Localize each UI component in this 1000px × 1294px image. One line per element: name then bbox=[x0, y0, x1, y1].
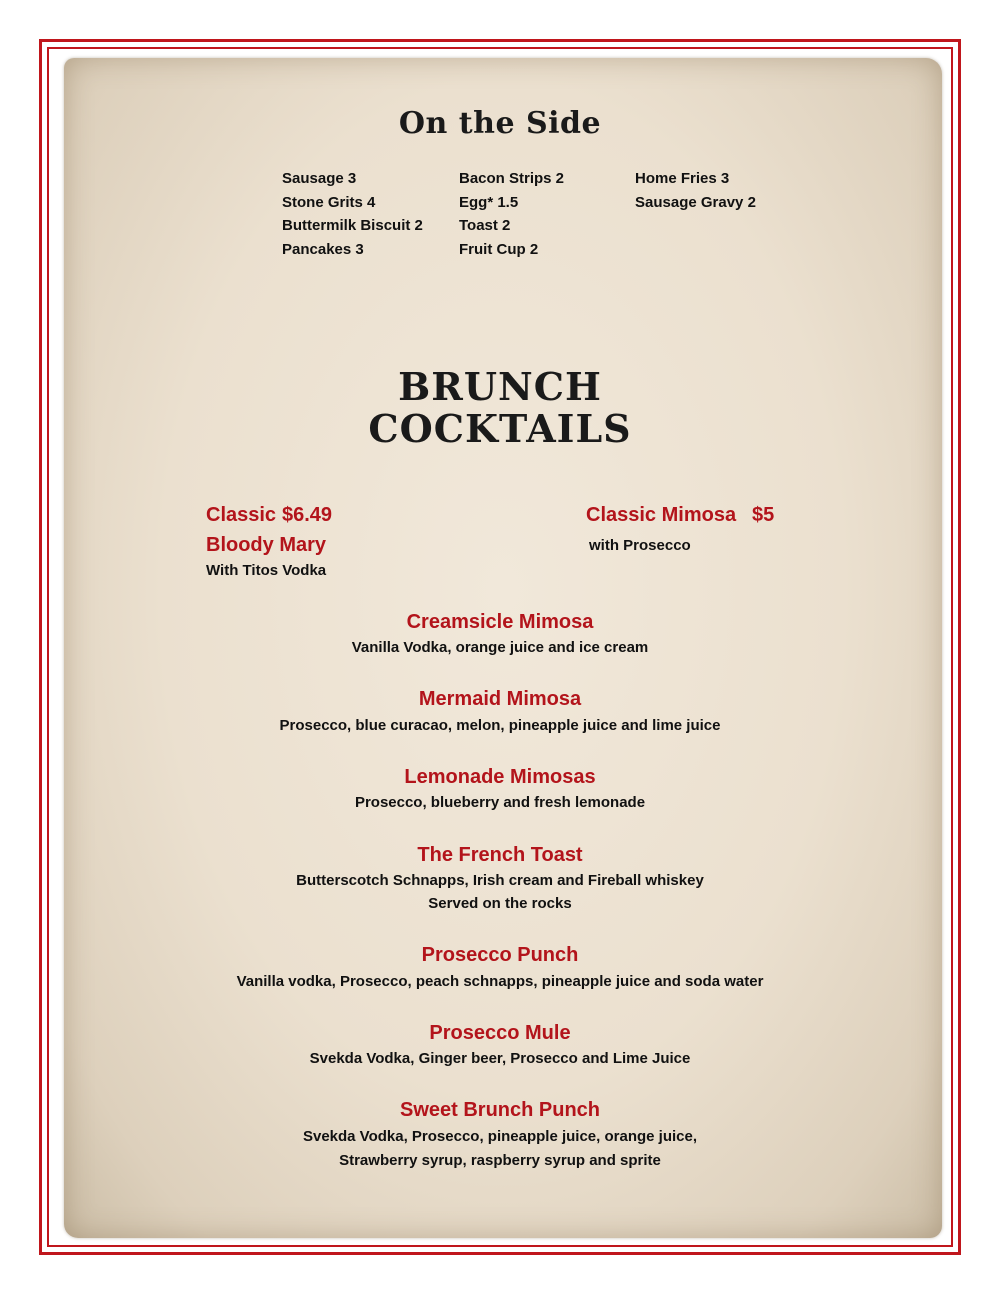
sides-title: On the Side bbox=[398, 106, 602, 141]
cocktail-name: Prosecco Mule bbox=[429, 1022, 571, 1044]
cocktail-desc: Svekda Vodka, Prosecco, pineapple juice, orange juice, bbox=[302, 1128, 698, 1145]
cocktail-name: Creamsicle Mimosa bbox=[406, 611, 594, 633]
cocktail-desc: Butterscotch Schnapps, Irish cream and Fireball whiskey bbox=[296, 872, 704, 889]
classic-mimosa-desc: with Prosecco bbox=[589, 537, 691, 554]
cocktail-name: Mermaid Mimosa bbox=[418, 688, 582, 710]
side-item: Bacon Strips 2 bbox=[459, 170, 565, 187]
cocktail-name: The French Toast bbox=[417, 844, 583, 866]
side-item: Stone Grits 4 bbox=[282, 194, 376, 211]
cocktail-desc: Svekda Vodka, Ginger beer, Prosecco and Lime Juice bbox=[309, 1050, 691, 1067]
cocktail-desc: Prosecco, blueberry and fresh lemonade bbox=[354, 794, 646, 811]
classic-mimosa-name: Classic Mimosa bbox=[586, 504, 737, 526]
side-item: Egg* 1.5 bbox=[459, 194, 519, 211]
side-item: Buttermilk Biscuit 2 bbox=[282, 217, 423, 234]
cocktail-desc: Prosecco, blue curacao, melon, pineapple juice and lime juice bbox=[279, 717, 721, 734]
bloody-mary-desc: With Titos Vodka bbox=[206, 562, 327, 579]
cocktail-name: Sweet Brunch Punch bbox=[399, 1099, 601, 1121]
bloody-mary-price: $6.49 bbox=[282, 504, 333, 526]
cocktails-title-line2: COCKTAILS bbox=[368, 406, 632, 451]
cocktail-desc: Vanilla vodka, Prosecco, peach schnapps, pineapple juice and soda water bbox=[236, 973, 764, 990]
side-item: Sausage Gravy 2 bbox=[635, 194, 756, 211]
cocktail-name: Prosecco Punch bbox=[421, 944, 579, 966]
side-item: Home Fries 3 bbox=[635, 170, 730, 187]
side-item: Fruit Cup 2 bbox=[459, 241, 539, 258]
bloody-mary-name-line1: Classic bbox=[206, 504, 277, 526]
cocktail-desc: Served on the rocks bbox=[428, 895, 572, 912]
bloody-mary-name-line2: Bloody Mary bbox=[206, 534, 327, 556]
side-item: Pancakes 3 bbox=[282, 241, 364, 258]
cocktails-title-line1: BRUNCH bbox=[398, 364, 602, 409]
cocktail-desc: Vanilla Vodka, orange juice and ice cream bbox=[351, 639, 649, 656]
side-item: Sausage 3 bbox=[282, 170, 357, 187]
side-item: Toast 2 bbox=[459, 217, 511, 234]
classic-mimosa-price: $5 bbox=[752, 504, 775, 526]
cocktail-desc: Strawberry syrup, raspberry syrup and sprite bbox=[339, 1152, 661, 1169]
cocktail-name: Lemonade Mimosas bbox=[404, 766, 596, 788]
